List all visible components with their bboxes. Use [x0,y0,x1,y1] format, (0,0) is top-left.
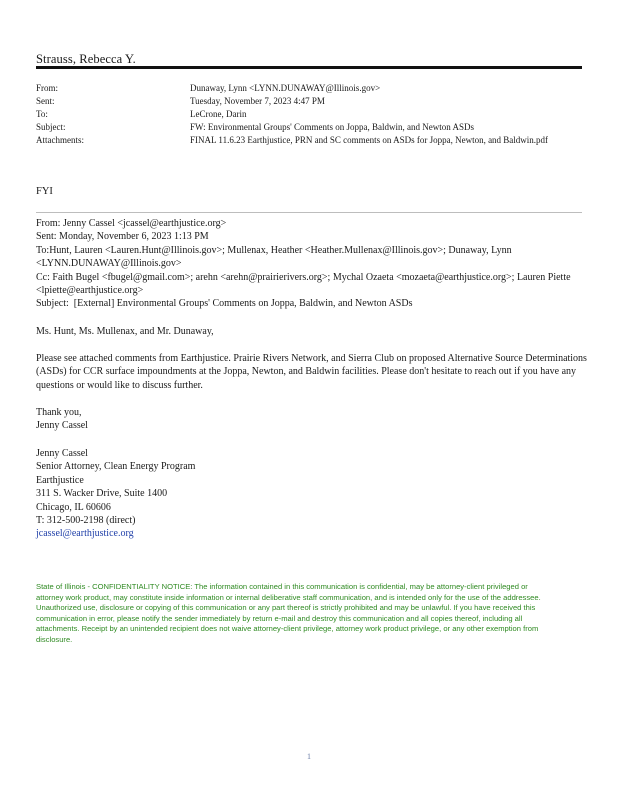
header-from-value: Dunaway, Lynn <LYNN.DUNAWAY@Illinois.gov> [190,83,381,93]
confidentiality-notice: State of Illinois - CONFIDENTIALITY NOTICE: The information contained in this communication is confidential, may be attorney-client privileged or attorney work product, may constitute inside information or internal deliberative staff communication, and is intended only for the use of the addressee. Unauthorized use, disclosure or copying of this communication or any part thereof is strictly prohibited and may be unlawful. If you have received this communication in error, please notify the sender immediately by return e-mail and destroy this communication and all copies thereof, including all attachments. Receipt by an unintended recipient does not waive attorney-client privilege, attorney work product privilege, or any other exemption from disclosure. [36,582,541,644]
forwarded-subject: Subject: [External] Environmental Groups' Comments on Joppa, Baldwin, and Newton ASDs [36,298,413,310]
header-rule [36,66,582,69]
forwarded-sent: Sent: Monday, November 6, 2023 1:13 PM [36,231,209,243]
signature-name: Jenny Cassel [36,448,88,459]
signature-email-link[interactable]: jcassel@earthjustice.org [36,528,134,540]
signature-block [36,447,596,541]
greeting: Ms. Hunt, Ms. Mullenax, and Mr. Dunaway, [36,326,214,337]
forward-separator [36,212,582,213]
header-subject-value: FW: Environmental Groups' Comments on Joppa, Baldwin, and Newton ASDs [190,122,475,132]
body-paragraph: Please see attached comments from Earthjustice. Prairie Rivers Network, and Sierra Club on proposed Alternative Source Determinations (ASDs) for CCR surface impoundments at the Joppa, Newton, and Baldwin facilities. Please don't hesitate to reach out if you have any questions or would like to discuss further. [36,353,587,391]
header-sent-value: Tuesday, November 7, 2023 4:47 PM [190,96,325,106]
closing [36,406,596,433]
signature-phone: T: 312-500-2198 (direct) [36,515,136,527]
header-from-label: From: [36,83,59,93]
forwarded-from: From: Jenny Cassel <jcassel@earthjustice.org> [36,218,227,229]
signature-address-line2: Chicago, IL 60606 [36,501,111,513]
document-author: Strauss, Rebecca Y. [36,52,136,66]
header-attachments-label: Attachments: [36,135,84,145]
forwarded-header [36,217,596,311]
forwarded-cc: Cc: Faith Bugel <fbugel@gmail.com>; arehn <arehn@prairierivers.org>; Mychal Ozaeta <mozaeta@earthjustice.org>; Lauren Piette <lpiette@earthjustice.org> [36,271,574,297]
header-to-value: LeCrone, Darin [190,109,247,119]
forwarded-to: To:Hunt, Lauren <Lauren.Hunt@Illinois.gov>; Mullenax, Heather <Heather.Mullenax@Illinois.gov>; Dunaway, Lynn <LYNN.DUNAWAY@Illinois.gov> [36,244,515,270]
header-attachments-value[interactable]: FINAL 11.6.23 Earthjustice, PRN and SC comments on ASDs for Joppa, Newton, and Baldwin.pdf [190,135,549,145]
closing-name: Jenny Cassel [36,420,88,432]
page-number: 1 [307,752,311,761]
signature-org: Earthjustice [36,474,84,486]
header-subject-label: Subject: [36,122,66,132]
header-sent-label: Sent: [36,96,55,106]
signature-title: Senior Attorney, Clean Energy Program [36,461,196,473]
fyi-note: FYI [36,186,53,197]
header-to-label: To: [36,109,48,119]
closing-line: Thank you, [36,407,82,418]
signature-address-line1: 311 S. Wacker Drive, Suite 1400 [36,488,168,500]
